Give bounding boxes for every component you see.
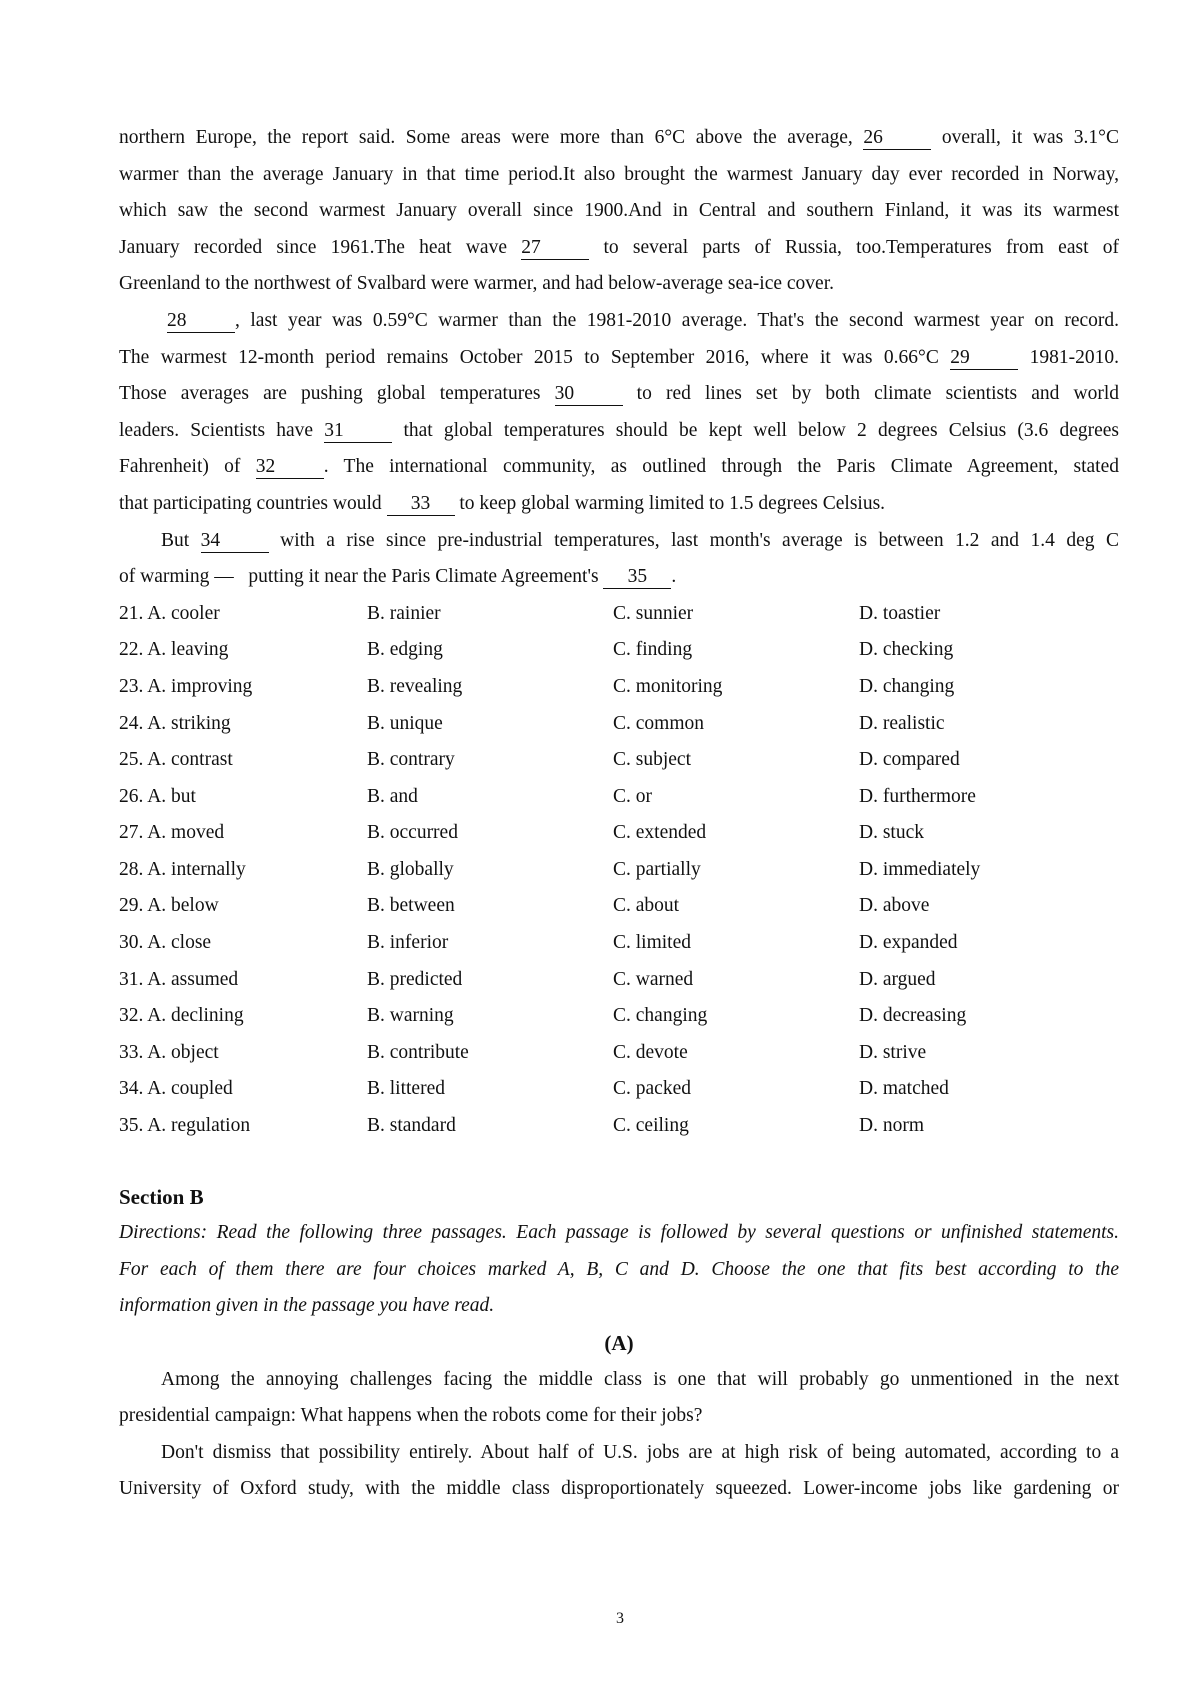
option-d: D. norm: [859, 1115, 924, 1137]
option-row-25: 25. A. contrast B. contrary C. subject D. compared: [119, 742, 1119, 779]
option-b: B. littered: [367, 1078, 445, 1100]
option-c: C. finding: [613, 639, 693, 661]
option-d: D. stuck: [859, 822, 924, 844]
passage-line: presidential campaign: What happens when the robots come for their jobs?: [119, 1405, 703, 1427]
option-b: B. inferior: [367, 932, 449, 954]
option-row-22: 22. A. leaving B. edging C. finding D. checking: [119, 632, 1119, 669]
page-number: 3: [616, 1610, 624, 1627]
answer-options: [119, 596, 1119, 1145]
directions-line: For each of them there are four choices marked A, B, C and D. Choose the one that fits best according to the: [119, 1258, 1119, 1280]
option-c: C. common: [613, 712, 704, 734]
passage-line: Greenland to the northwest of Svalbard were warmer, and had below-average sea-ice cover.: [119, 273, 834, 295]
passage-a-label: (A): [604, 1331, 634, 1355]
passage-line: that participating countries would 33 to keep global warming limited to 1.5 degrees Celsius.: [119, 492, 886, 514]
option-c: C. subject: [613, 749, 691, 771]
option-b: B. contribute: [367, 1041, 469, 1063]
passage-line: Fahrenheit) of 32 . The international community, as outlined through the Paris Climate Agreement, stated: [119, 456, 1119, 478]
blank-31: 31: [324, 420, 392, 443]
cloze-passage: [119, 120, 1119, 596]
option-d: D. matched: [859, 1078, 949, 1100]
option-row-33: 33. A. object B. contribute C. devote D. strive: [119, 1035, 1119, 1072]
passage-line: Those averages are pushing global temperatures 30 to red lines set by both climate scientists and world: [119, 383, 1119, 405]
option-c: C. limited: [613, 932, 691, 954]
option-b: B. revealing: [367, 675, 463, 697]
blank-30: 30: [555, 383, 623, 406]
option-row-21: 21. A. cooler B. rainier C. sunnier D. toastier: [119, 596, 1119, 633]
option-b: B. contrary: [367, 749, 455, 771]
passage-line: which saw the second warmest January overall since 1900.And in Central and southern Finland, it was its warmest: [119, 200, 1119, 222]
passage-line: 28 , last year was 0.59°C warmer than the 1981-2010 average. That's the second warmest year on record.: [167, 309, 1119, 331]
option-row-30: 30. A. close B. inferior C. limited D. expanded: [119, 925, 1119, 962]
option-d: D. compared: [859, 749, 960, 771]
directions-line: Directions: Read the following three passages. Each passage is followed by several questions or unfinished statements.: [119, 1222, 1119, 1244]
passage-line: But 34 with a rise since pre-industrial temperatures, last month's average is between 1.2 and 1.4 deg C: [161, 529, 1119, 551]
blank-28: 28: [167, 310, 235, 333]
blank-32: 32: [256, 456, 324, 479]
option-a: A. but: [147, 785, 196, 807]
option-b: B. and: [367, 785, 418, 807]
option-c: C. changing: [613, 1005, 708, 1027]
option-a: A. moved: [147, 822, 225, 844]
passage-line: The warmest 12-month period remains October 2015 to September 2016, where it was 0.66°C 29 1981-2010.: [119, 346, 1119, 368]
option-a: A. assumed: [147, 968, 239, 990]
option-row-35: 35. A. regulation B. standard C. ceiling D. norm: [119, 1108, 1119, 1145]
option-row-23: 23. A. improving B. revealing C. monitoring D. changing: [119, 669, 1119, 706]
option-a: A. close: [147, 932, 212, 954]
passage-line: January recorded since 1961.The heat wave 27 to several parts of Russia, too.Temperatures from east of: [119, 236, 1119, 258]
option-d: D. expanded: [859, 932, 958, 954]
option-b: B. occurred: [367, 822, 458, 844]
section-b-directions: [119, 1215, 1119, 1325]
blank-29: 29: [950, 347, 1018, 370]
option-d: D. checking: [859, 639, 954, 661]
option-row-26: 26. A. but B. and C. or D. furthermore: [119, 779, 1119, 816]
option-d: D. strive: [859, 1041, 927, 1063]
option-row-28: 28. A. internally B. globally C. partially D. immediately: [119, 852, 1119, 889]
option-c: C. about: [613, 895, 680, 917]
option-row-24: 24. A. striking B. unique C. common D. realistic: [119, 706, 1119, 743]
option-c: C. packed: [613, 1078, 691, 1100]
passage-line: Among the annoying challenges facing the middle class is one that will probably go unmentioned in the next: [161, 1368, 1119, 1390]
blank-35: 35: [603, 566, 671, 589]
option-a: A. leaving: [147, 639, 229, 661]
blank-26: 26: [863, 127, 931, 150]
option-b: B. warning: [367, 1005, 454, 1027]
option-d: D. changing: [859, 675, 955, 697]
passage-line: of warming — putting it near the Paris Climate Agreement's 35 .: [119, 566, 677, 588]
option-row-27: 27. A. moved B. occurred C. extended D. stuck: [119, 815, 1119, 852]
option-c: C. devote: [613, 1041, 688, 1063]
option-a: A. improving: [147, 675, 253, 697]
blank-27: 27: [521, 237, 589, 260]
option-a: A. cooler: [147, 602, 220, 624]
document-page: [119, 120, 1119, 1508]
option-a: A. striking: [147, 712, 231, 734]
option-c: C. ceiling: [613, 1115, 689, 1137]
option-b: B. between: [367, 895, 455, 917]
option-c: C. warned: [613, 968, 694, 990]
blank-33: 33: [387, 493, 455, 516]
option-b: B. unique: [367, 712, 443, 734]
option-c: C. monitoring: [613, 675, 723, 697]
passage-a: [119, 1362, 1119, 1508]
option-a: A. object: [147, 1041, 219, 1063]
option-d: D. argued: [859, 968, 936, 990]
option-a: A. below: [147, 895, 219, 917]
option-c: C. extended: [613, 822, 707, 844]
passage-line: Don't dismiss that possibility entirely. About half of U.S. jobs are at high risk of being automated, according to a: [161, 1441, 1119, 1463]
option-a: A. regulation: [147, 1115, 251, 1137]
option-a: A. coupled: [147, 1078, 233, 1100]
passage-line: University of Oxford study, with the middle class disproportionately squeezed. Lower-income jobs like gardening or: [119, 1478, 1119, 1500]
option-row-32: 32. A. declining B. warning C. changing D. decreasing: [119, 998, 1119, 1035]
option-a: A. internally: [147, 858, 246, 880]
option-d: D. toastier: [859, 602, 941, 624]
passage-line: warmer than the average January in that time period.It also brought the warmest January day ever recorded in Norway,: [119, 163, 1119, 185]
option-b: B. predicted: [367, 968, 463, 990]
option-a: A. declining: [147, 1005, 244, 1027]
option-c: C. sunnier: [613, 602, 694, 624]
passage-line: leaders. Scientists have 31 that global temperatures should be kept well below 2 degrees Celsius (3.6 degrees: [119, 419, 1120, 441]
option-b: B. rainier: [367, 602, 441, 624]
directions-line: information given in the passage you have read.: [119, 1295, 495, 1317]
option-d: D. decreasing: [859, 1005, 967, 1027]
section-b-title: Section B: [119, 1184, 204, 1209]
option-row-31: 31. A. assumed B. predicted C. warned D. argued: [119, 962, 1119, 999]
blank-34: 34: [201, 530, 269, 553]
option-d: D. furthermore: [859, 785, 976, 807]
option-a: A. contrast: [147, 749, 233, 771]
option-c: C. or: [613, 785, 652, 807]
option-b: B. standard: [367, 1115, 456, 1137]
option-b: B. globally: [367, 858, 454, 880]
option-d: D. realistic: [859, 712, 945, 734]
option-row-29: 29. A. below B. between C. about D. above: [119, 888, 1119, 925]
passage-line: northern Europe, the report said. Some areas were more than 6°C above the average, 26 overall, it was 3.1°C: [119, 127, 1119, 148]
option-d: D. immediately: [859, 858, 981, 880]
option-row-34: 34. A. coupled B. littered C. packed D. matched: [119, 1071, 1119, 1108]
option-c: C. partially: [613, 858, 701, 880]
option-d: D. above: [859, 895, 930, 917]
option-b: B. edging: [367, 639, 443, 661]
